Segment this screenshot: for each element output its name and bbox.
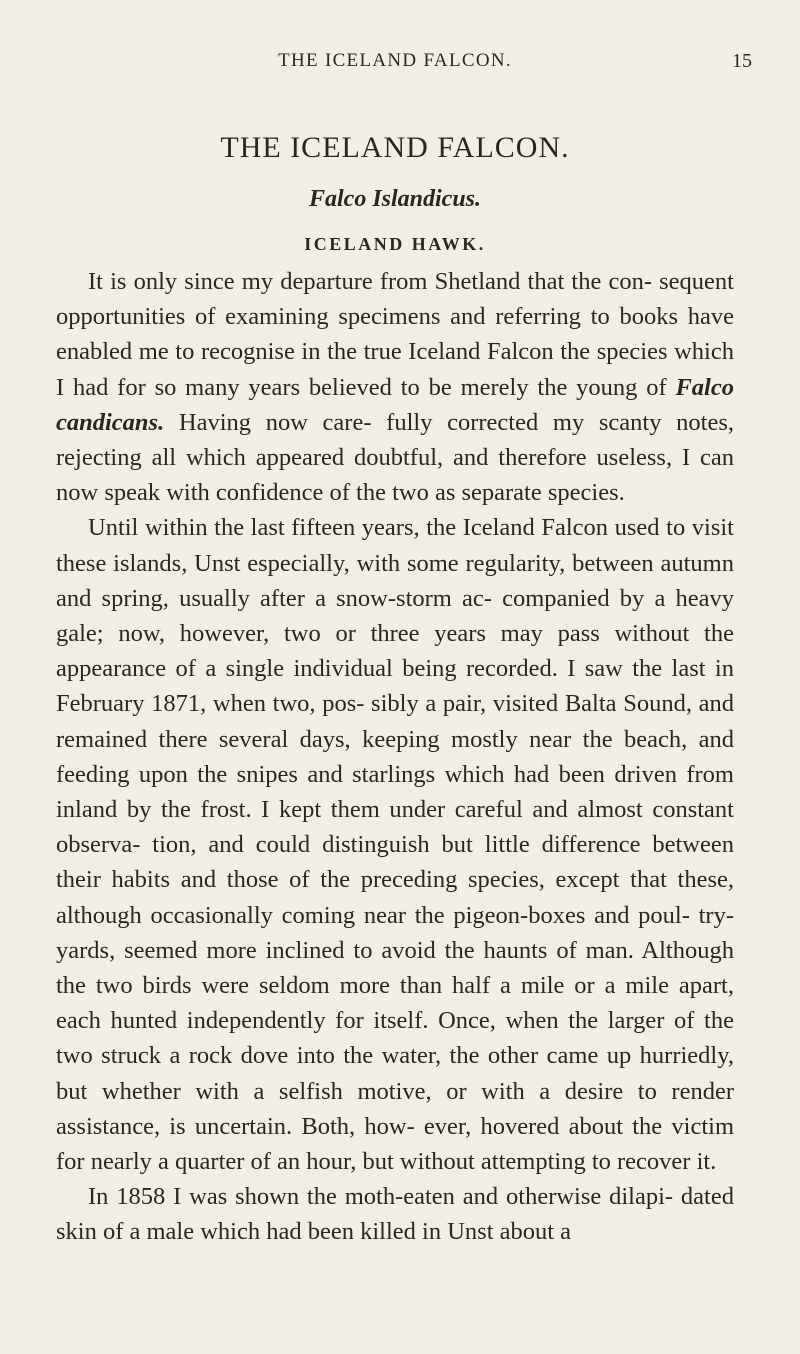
running-head: [56, 50, 752, 76]
latin-name: Falco Islandicus.: [308, 186, 482, 212]
paragraph-1-text-start: It is only since my departure from Shetland that the con- sequent opportunities of examining specimens and referring to books have enabled me to recognise in the true Iceland Falcon the species which I had for so many years believed to be merely the young of: [56, 268, 734, 401]
paragraph-1: [56, 264, 734, 510]
paragraph-2: Until within the last fifteen years, the Iceland Falcon used to visit these islands, Unst especially, with some regularity, between autumn and spring, usually after a snow-storm ac- companied by a heavy gale; now, however, two or three years may pass without the appearance of a single individual being recorded. I saw the last in February 1871, when two, pos- sibly a pair, visited Balta Sound, and remained there several days, keeping mostly near the beach, and feeding upon the snipes and starlings which had been driven from inland by the frost. I kept them under careful and almost constant observa- tion, and could distinguish but little difference between their habits and those of the preceding species, except that these, although occasionally coming near the pigeon-boxes and poul- try-yards, seemed more inclined to avoid the haunts of man. Although the two birds were seldom more than half a mile or a mile apart, each hunted independently for itself. Once, when the larger of the two struck a rock dove into the water, the other came up hurriedly, but whether with a selfish motive, or with a desire to render assistance, is uncertain. Both, how- ever, hovered about the victim for nearly a quarter of an hour, but without attempting to recover it.: [56, 514, 734, 1176]
paragraph-1-text-end: Having now care- fully corrected my scanty notes, rejecting all which appeared doubtful, and therefore useless, I can now speak with confidence of the two as separate species.: [56, 408, 734, 507]
body-text: [56, 264, 734, 1250]
common-name: ICELAND HAWK.: [304, 234, 486, 254]
paragraph-3: In 1858 I was shown the moth-eaten and otherwise dilapi- dated skin of a male which had been killed in Unst about a: [56, 1183, 734, 1246]
running-head-title: THE ICELAND FALCON.: [278, 50, 512, 71]
article-title: THE ICELAND FALCON.: [220, 131, 570, 164]
page-number: 15: [732, 50, 752, 72]
italic-species-name: Falco candicans.: [56, 373, 734, 436]
